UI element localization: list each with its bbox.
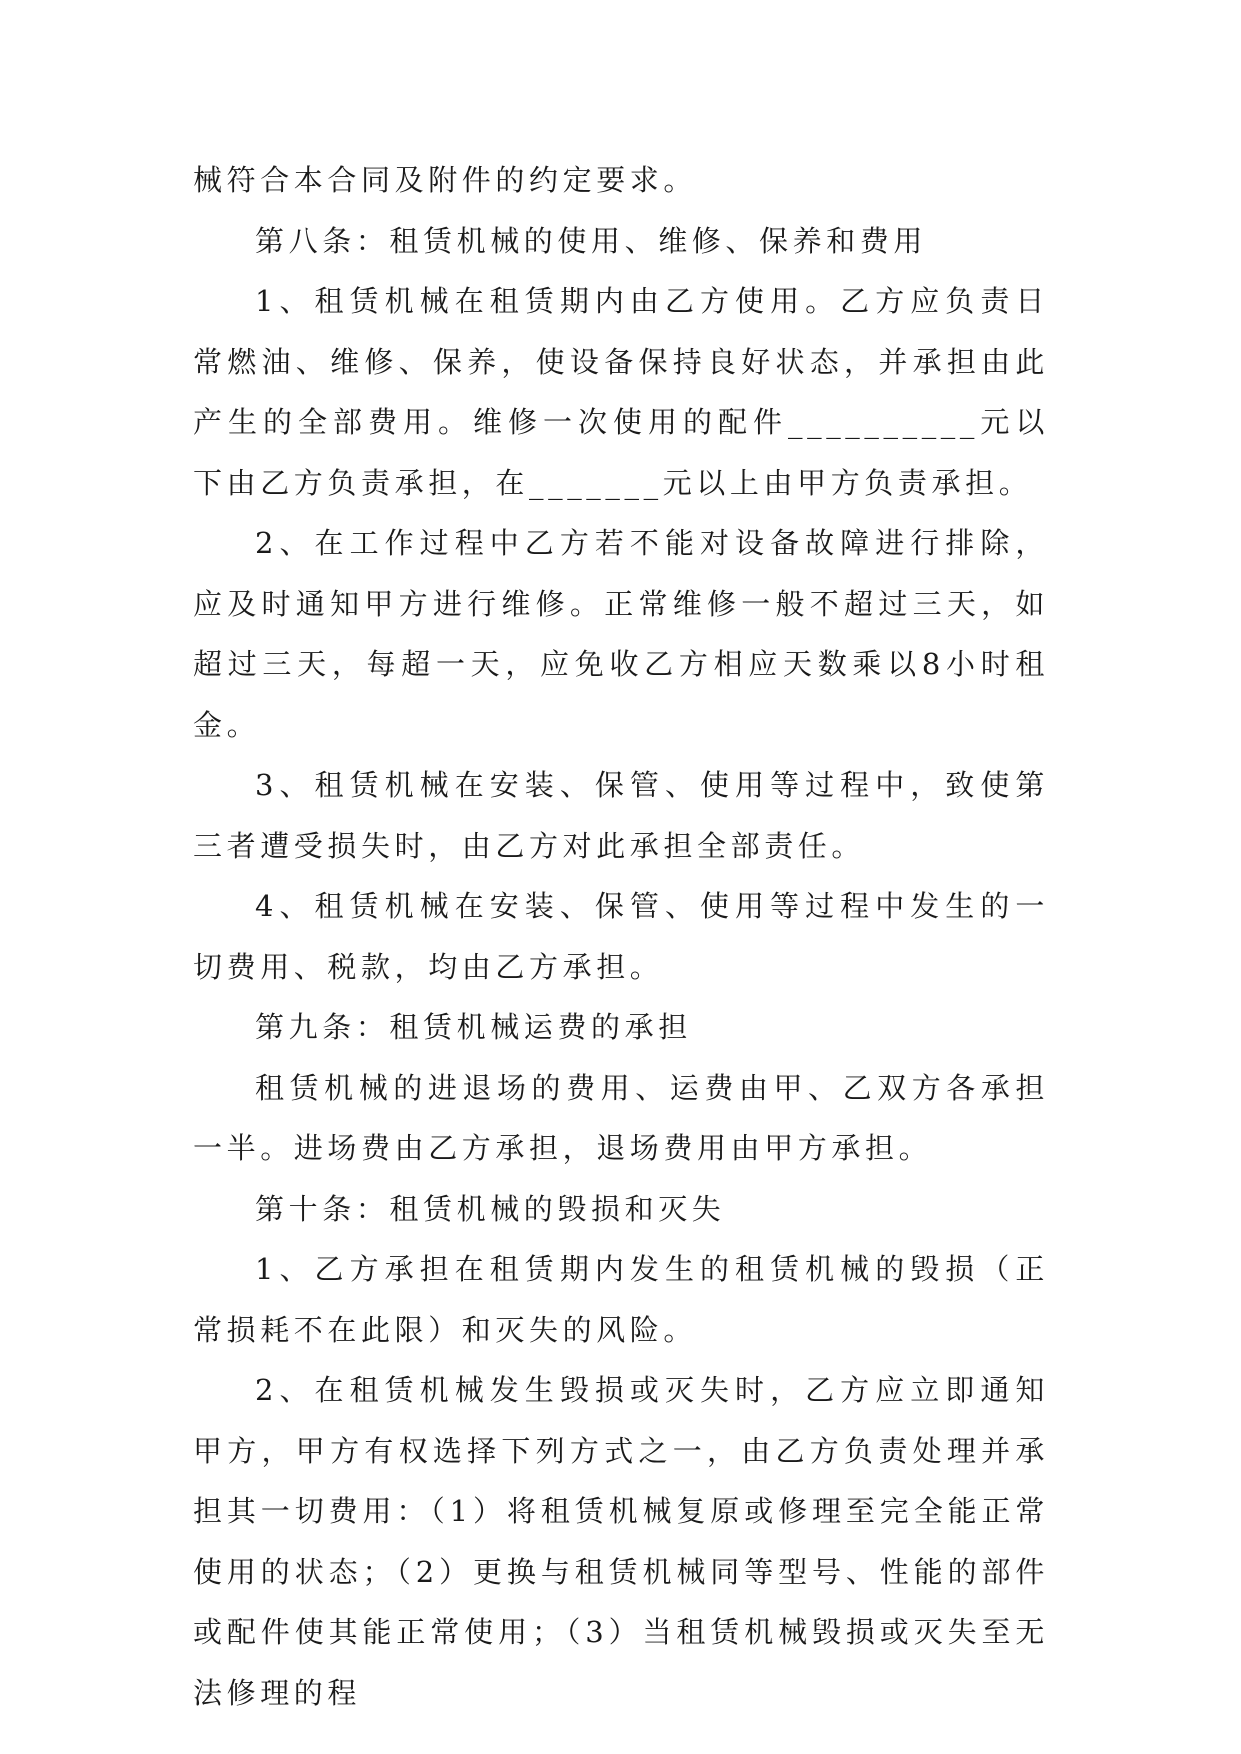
paragraph-article-10-item-1: 1、乙方承担在租赁期内发生的租赁机械的毁损（正常损耗不在此限）和灭失的风险。: [193, 1252, 1049, 1347]
heading-article-9: 第九条：租赁机械运费的承担: [255, 1010, 692, 1044]
paragraph-article-8-item-2: 2、在工作过程中乙方若不能对设备故障进行排除，应及时通知甲方进行维修。正常维修一般不超过三天，如超过三天，每超一天，应免收乙方相应天数乘以8小时租金。: [193, 526, 1049, 742]
heading-article-8: 第八条：租赁机械的使用、维修、保养和费用: [255, 223, 928, 258]
paragraph-article-8-item-3: 3、租赁机械在安装、保管、使用等过程中，致使第三者遭受损失时，由乙方对此承担全部责任。: [193, 768, 1049, 863]
paragraph-article-10-item-2: 2、在租赁机械发生毁损或灭失时，乙方应立即通知甲方，甲方有权选择下列方式之一，由乙方负责处理并承担其一切费用：（1）将租赁机械复原或修理至完全能正常使用的状态；（2）更换与租赁机械同等型号、性能的部件或配件使其能正常使用；（3）当租赁机械毁损或灭失至无法修理的程: [193, 1373, 1049, 1710]
paragraph-article-8-item-4: 4、租赁机械在安装、保管、使用等过程中发生的一切费用、税款，均由乙方承担。: [193, 889, 1049, 984]
heading-article-10: 第十条：租赁机械的毁损和灭失: [255, 1191, 726, 1226]
document-page: [193, 150, 1049, 1723]
paragraph-article-8-item-1: 1、租赁机械在租赁期内由乙方使用。乙方应负责日常燃油、维修、保养，使设备保持良好状态，并承担由此产生的全部费用。维修一次使用的配件__________元以下由乙方负责承担，在_______元以上由甲方负责承担。: [193, 284, 1049, 500]
paragraph-article-9: 租赁机械的进退场的费用、运费由甲、乙双方各承担一半。进场费由乙方承担，退场费用由甲方承担。: [193, 1070, 1049, 1165]
paragraph-continuation: 械符合本合同及附件的约定要求。: [193, 163, 698, 197]
